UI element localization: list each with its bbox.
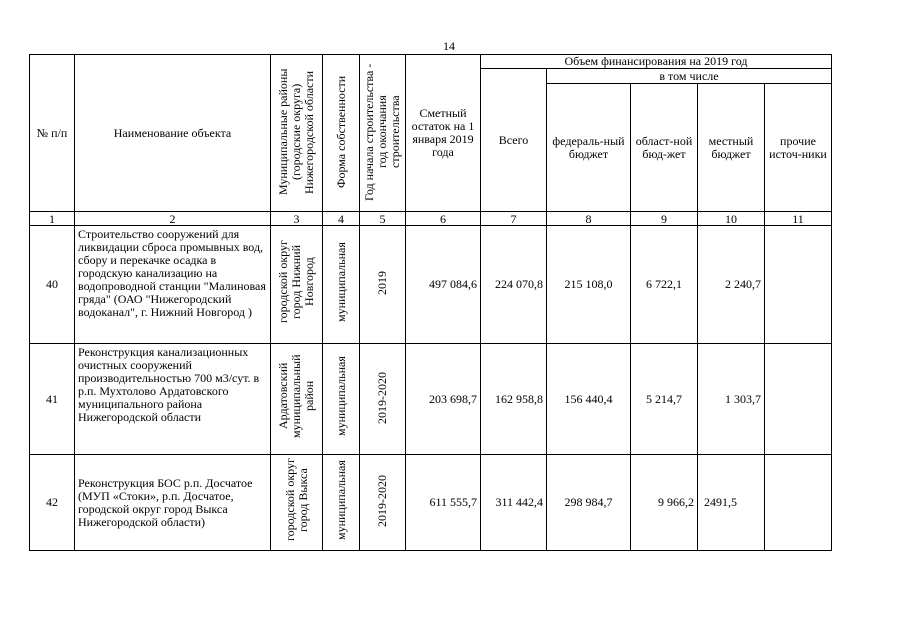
row-regional: 6 722,1 [631, 226, 698, 344]
column-number: 8 [547, 212, 631, 226]
row-ownership: муниципальная [323, 455, 360, 551]
row-regional: 9 966,2 [631, 455, 698, 551]
row-years: 2019 [360, 226, 406, 344]
column-number: 6 [406, 212, 481, 226]
page-number: 14 [443, 39, 455, 53]
header-local: местный бюджет [698, 84, 765, 212]
row-estimate: 203 698,7 [406, 344, 481, 455]
header-federal: федераль-ный бюджет [547, 84, 631, 212]
header-other: прочие источ-ники [765, 84, 832, 212]
row-years: 2019-2020 [360, 455, 406, 551]
header-funding: Объем финансирования на 2019 год [481, 55, 832, 69]
row-ownership: муниципальная [323, 226, 360, 344]
column-number: 1 [30, 212, 75, 226]
financing-table [29, 54, 832, 551]
row-no: 42 [30, 455, 75, 551]
row-local: 2491,5 [698, 455, 765, 551]
header-no: № п/п [30, 55, 75, 212]
header-including: в том числе [547, 69, 832, 84]
row-district: городской округ город Нижний Новгород [271, 226, 323, 344]
row-years: 2019-2020 [360, 344, 406, 455]
column-number: 3 [271, 212, 323, 226]
header-name: Наименование объекта [75, 55, 271, 212]
row-other [765, 344, 832, 455]
row-local: 2 240,7 [698, 226, 765, 344]
row-estimate: 497 084,6 [406, 226, 481, 344]
table-row [30, 455, 832, 551]
column-number: 10 [698, 212, 765, 226]
row-name: Строительство сооружений для ликвидации сброса промывных вод, сбору и перекачке осадка в городскую канализацию на водопроводной станции "Малиновая гряда" (ОАО "Нижегородский водоканал", г. Нижний Новгород ) [75, 226, 271, 344]
row-other [765, 455, 832, 551]
header-years: Год начала строительства - год окончания строительства [360, 55, 406, 212]
row-name: Реконструкция БОС р.п. Досчатое (МУП «Стоки», р.п. Досчатое, городской округ город Выкса Нижегородской области) [75, 455, 271, 551]
header-regional: област-ной бюд-жет [631, 84, 698, 212]
column-number-row [30, 212, 832, 226]
column-number: 7 [481, 212, 547, 226]
row-district: Ардатовский муниципальный район [271, 344, 323, 455]
row-federal: 298 984,7 [547, 455, 631, 551]
row-ownership: муниципальная [323, 344, 360, 455]
row-federal: 156 440,4 [547, 344, 631, 455]
row-no: 40 [30, 226, 75, 344]
row-district: городской округ город Выкса [271, 455, 323, 551]
column-number: 9 [631, 212, 698, 226]
row-federal: 215 108,0 [547, 226, 631, 344]
row-no: 41 [30, 344, 75, 455]
row-total: 224 070,8 [481, 226, 547, 344]
header-district: Муниципальные районы (городские округа) Нижегородской области [271, 55, 323, 212]
row-total: 162 958,8 [481, 344, 547, 455]
header-total: Всего [481, 69, 547, 212]
column-number: 5 [360, 212, 406, 226]
row-estimate: 611 555,7 [406, 455, 481, 551]
row-regional: 5 214,7 [631, 344, 698, 455]
row-total: 311 442,4 [481, 455, 547, 551]
table-row [30, 226, 832, 344]
header-estimate: Сметный остаток на 1 января 2019 года [406, 55, 481, 212]
row-other [765, 226, 832, 344]
row-local: 1 303,7 [698, 344, 765, 455]
column-number: 4 [323, 212, 360, 226]
column-number: 11 [765, 212, 832, 226]
column-number: 2 [75, 212, 271, 226]
table-row [30, 344, 832, 455]
header-ownership: Форма собственности [323, 55, 360, 212]
row-name: Реконструкция канализационных очистных сооружений производительностью 700 м3/сут. в р.п. Мухтолово Ардатовского муниципального района Нижегородской области [75, 344, 271, 455]
